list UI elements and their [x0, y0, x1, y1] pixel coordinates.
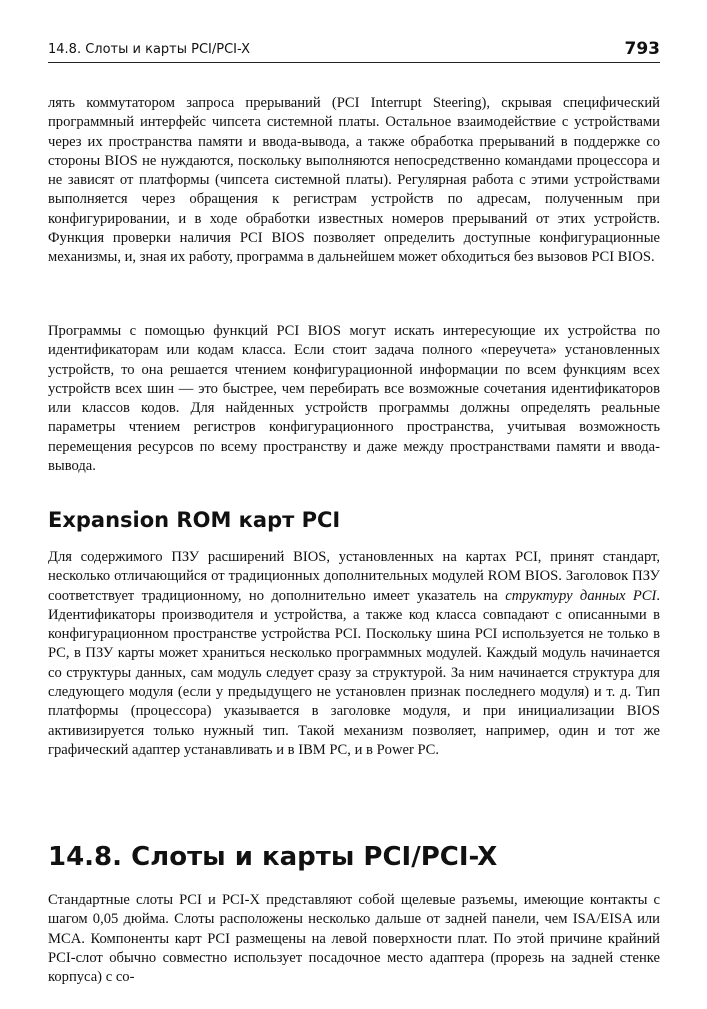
- paragraph-expansion-rom-part1: Для содержимого ПЗУ расширений BIOS, установленных на картах PCI, принят стандарт, несколько отличающийся от традиционных дополнительных модулей ROM BIOS. Заголовок ПЗУ соответствует традиционному, но дополнительно имеет указатель на: [48, 549, 660, 604]
- heading-expansion-rom: Expansion ROM карт PCI: [48, 508, 341, 532]
- page-number: 793: [624, 39, 660, 59]
- heading-section-14-8: 14.8. Слоты и карты PCI/PCI-X: [48, 842, 498, 872]
- paragraph-expansion-rom-part2: . Идентификаторы производителя и устройства, а также код класса совпадают с описанными в конфигурационном пространстве устройства PCI. Поскольку шина PCI используется не только в PC, в ПЗУ карты может храниться несколько программных модулей. Каждый модуль начинается со структуры данных, сам модуль следует сразу за структурой. За ним начинается структура для следующего модуля (если у предыдущего не установлен признак последнего модуля) и т. д. Тип платформы (процессора) указывается в заголовке модуля, и при инициализации BIOS активизируется только нужный тип. Такой механизм позволяет, например, один и тот же графический адаптер устанавливать и в IBM PC, и в Power PC.: [48, 587, 660, 758]
- running-title: 14.8. Слоты и карты PCI/PCI-X: [48, 42, 250, 57]
- paragraph-pci-bios-functions: Программы с помощью функций PCI BIOS могут искать интересующие их устройства по идентификаторам или кодам класса. Если стоит задача полного «переучета» установленных устройств, то она решается чтением конфигурационной информации по всем функциям всех устройств всех шин — это быстрее, чем перебирать все возможные сочетания идентификаторов или классов кодов. Для найденных устройств программы должны определять реальные параметры чтением регистров конфигурационного пространства, учитывая возможность перемещения ресурсов по всему пространству и даже между пространствами памяти и ввода-вывода.: [48, 323, 660, 475]
- paragraph-slots-intro: Стандартные слоты PCI и PCI-X представляют собой щелевые разъемы, имеющие контакты с шагом 0,05 дюйма. Слоты расположены несколько дальше от задней панели, чем ISA/EISA или MCA. Компоненты карт PCI размещены на левой поверхности плат. По этой причине крайний PCI-слот обычно совместно использует посадочное место адаптера (прорезь на задней стенке корпуса) с со-: [48, 892, 660, 986]
- running-header: [48, 40, 660, 63]
- paragraph-expansion-rom: [48, 548, 660, 760]
- italic-term-pci-data-structure: структуру данных PCI: [505, 587, 657, 604]
- paragraph-pci-bios-intro: лять коммутатором запроса прерываний (PCI Interrupt Steering), скрывая специфический программный интерфейс чипсета системной платы. Остальное взаимодействие с устройствами через их пространства памяти и ввода-вывода, а также обработка прерываний в поддержке со стороны BIOS не нуждаются, поскольку выполняются непосредственно командами процессора и не зависят от платформы (чипсета системной платы). Регулярная работа с этими устройствами выполняется через обращения к регистрам устройств по адресам, полученным при конфигурировании, и в ходе обработки известных номеров прерываний от этих устройств. Функция проверки наличия PCI BIOS позволяет определить доступные конфигурационные механизмы, и, зная их работу, программа в дальнейшем может обходиться без вызовов PCI BIOS.: [48, 95, 660, 266]
